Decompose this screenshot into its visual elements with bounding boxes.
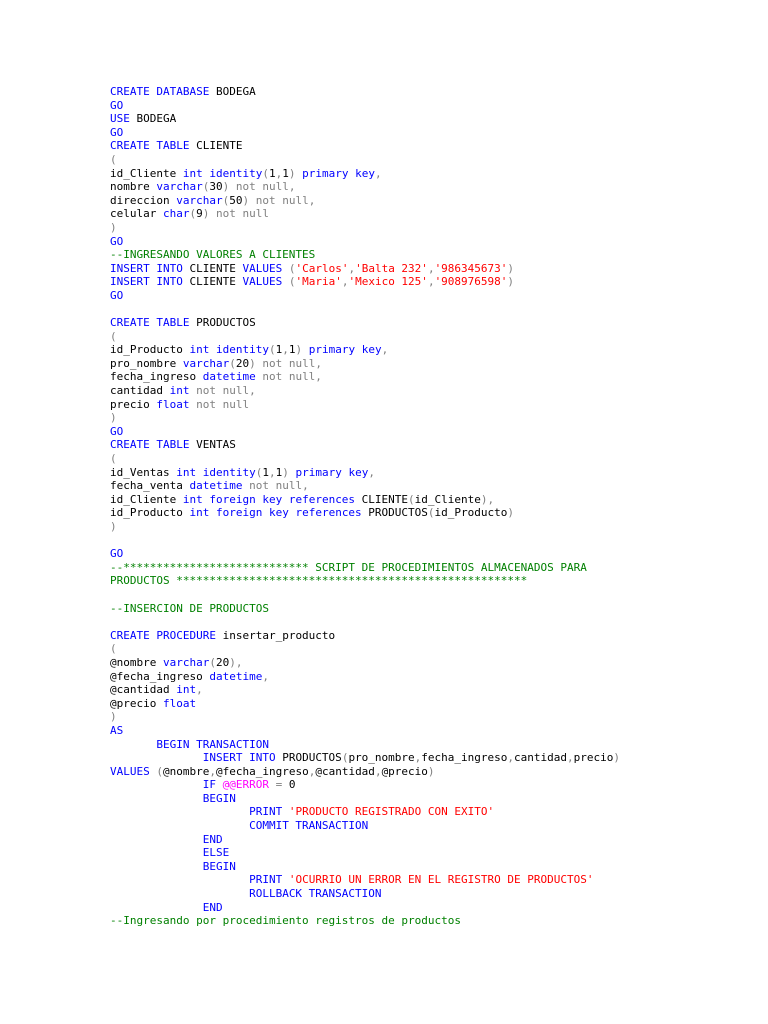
sql-keyword: CREATE TABLE xyxy=(110,139,190,153)
code-punctuation: ) xyxy=(202,207,210,221)
code-punctuation: ) xyxy=(507,275,515,289)
code-text xyxy=(110,833,203,846)
sql-comment: --**************************** SCRIPT DE PROCEDIMIENTOS ALMACENADOS PARA xyxy=(110,560,587,574)
sql-keyword: float xyxy=(162,696,197,710)
sql-keyword: BEGIN xyxy=(202,859,236,873)
sql-keyword: char xyxy=(162,207,190,221)
code-punctuation: not null, xyxy=(249,479,309,493)
sql-keyword: identity xyxy=(202,465,256,479)
code-line xyxy=(110,452,750,466)
sql-keyword: identity xyxy=(215,343,269,357)
code-text xyxy=(229,180,236,193)
code-text: cantidad xyxy=(514,751,567,765)
sql-keyword: CREATE PROCEDURE xyxy=(110,628,216,642)
code-punctuation: ( xyxy=(288,261,296,275)
code-line xyxy=(110,656,750,670)
code-punctuation: , xyxy=(341,275,349,289)
code-line xyxy=(110,778,750,792)
code-line xyxy=(110,126,750,140)
code-line xyxy=(110,221,750,235)
code-text: celular xyxy=(110,207,163,221)
code-punctuation: , xyxy=(268,465,276,479)
code-text: direccion xyxy=(110,193,177,207)
code-punctuation: ) xyxy=(613,751,620,765)
code-punctuation: , xyxy=(427,261,435,275)
sql-keyword: VALUES xyxy=(242,275,283,289)
string-literal: 'PRODUCTO REGISTRADO CON EXITO' xyxy=(288,805,495,819)
sql-keyword: BEGIN TRANSACTION xyxy=(156,737,269,751)
code-line xyxy=(110,602,750,616)
code-line xyxy=(110,547,750,561)
code-line xyxy=(110,235,750,249)
code-text: PRODUCTOS xyxy=(361,506,428,520)
code-line xyxy=(110,262,750,276)
sql-keyword: GO xyxy=(110,424,124,438)
code-text xyxy=(216,778,223,791)
code-line xyxy=(110,466,750,480)
code-punctuation: not null, xyxy=(235,180,296,194)
code-text: 9 xyxy=(196,207,203,221)
code-text: @fecha_ingreso xyxy=(110,669,210,683)
code-punctuation: not null xyxy=(215,207,269,221)
code-line xyxy=(110,792,750,806)
code-text: @nombre xyxy=(163,764,210,778)
code-line xyxy=(110,479,750,493)
sql-keyword: VALUES xyxy=(110,764,150,778)
code-text: 1 xyxy=(275,465,283,479)
code-punctuation: ( xyxy=(156,764,163,778)
sql-keyword: BEGIN xyxy=(202,791,236,805)
sql-keyword: varchar xyxy=(176,193,223,207)
code-line xyxy=(110,275,750,289)
code-text: 1 xyxy=(275,343,283,357)
string-literal: '908976598' xyxy=(434,275,508,289)
code-punctuation: , xyxy=(374,166,382,180)
code-line xyxy=(110,343,750,357)
code-punctuation: ) xyxy=(427,764,435,778)
code-text: 20 xyxy=(235,356,250,370)
code-line xyxy=(110,670,750,684)
code-punctuation: ) xyxy=(242,193,250,207)
code-line xyxy=(110,738,750,752)
code-text xyxy=(110,738,156,751)
sql-keyword: VALUES xyxy=(242,261,283,275)
code-text: CLIENTE xyxy=(182,261,243,275)
sql-keyword: identity xyxy=(209,166,263,180)
code-punctuation: not null, xyxy=(262,370,322,384)
sql-keyword: int xyxy=(189,506,210,520)
code-text: id_Producto xyxy=(110,343,190,357)
sql-keyword: datetime xyxy=(202,370,256,384)
code-text xyxy=(110,901,203,914)
code-text xyxy=(282,805,289,818)
code-line xyxy=(110,85,750,99)
code-text xyxy=(209,343,216,356)
code-text: PRODUCTOS xyxy=(275,751,342,765)
code-text: BODEGA xyxy=(129,112,177,126)
code-punctuation: ( xyxy=(408,492,415,506)
code-line xyxy=(110,153,750,167)
sql-keyword: INSERT INTO xyxy=(110,261,183,275)
code-text: 50 xyxy=(229,193,243,207)
code-line xyxy=(110,683,750,697)
code-text: nombre xyxy=(110,180,157,194)
code-line xyxy=(110,833,750,847)
code-text xyxy=(110,846,203,859)
code-text: BODEGA xyxy=(209,85,256,98)
code-text xyxy=(110,887,249,900)
code-punctuation: , xyxy=(507,751,515,765)
code-punctuation: ) xyxy=(110,220,117,234)
code-line xyxy=(110,398,750,412)
code-punctuation: ), xyxy=(480,492,495,506)
code-text: @cantidad xyxy=(315,764,375,778)
code-line xyxy=(110,167,750,181)
code-punctuation: ( xyxy=(110,152,117,166)
code-punctuation: ( xyxy=(268,343,276,357)
code-punctuation: , xyxy=(427,275,435,289)
code-line xyxy=(110,194,750,208)
code-line xyxy=(110,289,750,303)
code-text xyxy=(196,466,203,479)
code-punctuation: ) xyxy=(110,411,117,425)
code-punctuation: ( xyxy=(110,452,117,466)
sql-keyword: CREATE TABLE xyxy=(110,438,190,452)
code-text xyxy=(249,194,256,207)
sql-keyword: int xyxy=(169,384,190,398)
code-punctuation: ) xyxy=(295,343,303,357)
code-line xyxy=(110,357,750,371)
sql-keyword: GO xyxy=(110,98,124,112)
code-punctuation: , xyxy=(348,261,356,275)
code-text: 1 xyxy=(288,343,296,357)
code-text: 1 xyxy=(282,166,289,180)
code-punctuation: not null xyxy=(196,397,250,411)
code-punctuation: ) xyxy=(507,506,515,520)
code-punctuation: , xyxy=(308,764,316,778)
code-line xyxy=(110,112,750,126)
code-punctuation: ( xyxy=(202,180,210,194)
code-text: id_Ventas xyxy=(110,465,177,479)
code-text: id_Cliente xyxy=(414,492,481,506)
code-text: fecha_ingreso xyxy=(421,751,508,765)
sql-keyword: foreign key references xyxy=(209,492,356,506)
code-punctuation: ) xyxy=(222,180,230,194)
code-text: 1 xyxy=(268,166,276,180)
sql-keyword: datetime xyxy=(189,479,243,493)
sql-keyword: primary key xyxy=(295,465,369,479)
code-punctuation: , xyxy=(282,343,289,357)
code-text: @nombre xyxy=(110,655,163,669)
code-line xyxy=(110,860,750,874)
string-literal: 'OCURRIO UN ERROR EN EL REGISTRO DE PRODUCTOS' xyxy=(288,873,594,887)
code-text: CLIENTE xyxy=(355,492,409,506)
sql-keyword: USE xyxy=(110,112,130,126)
code-punctuation: not null, xyxy=(262,356,322,370)
code-line xyxy=(110,180,750,194)
code-text: 20 xyxy=(215,655,230,669)
code-line xyxy=(110,248,750,262)
code-text: fecha_venta xyxy=(110,479,190,493)
code-punctuation: ) xyxy=(110,710,117,724)
code-text: @cantidad xyxy=(110,683,177,697)
code-text xyxy=(209,506,216,519)
sql-keyword: ROLLBACK TRANSACTION xyxy=(249,887,382,901)
code-text: cantidad xyxy=(110,384,170,398)
code-line xyxy=(110,724,750,738)
code-punctuation: ( xyxy=(110,329,117,343)
code-text xyxy=(110,778,203,791)
code-punctuation: ) xyxy=(288,166,296,180)
sql-keyword: END xyxy=(202,900,223,914)
code-punctuation: ), xyxy=(229,655,243,669)
sql-keyword: ELSE xyxy=(202,846,230,860)
sql-keyword: primary key xyxy=(308,343,382,357)
code-punctuation: ( xyxy=(341,751,349,765)
sql-keyword: int xyxy=(189,343,210,357)
sql-comment: --INSERCION DE PRODUCTOS xyxy=(110,601,269,615)
code-line xyxy=(110,642,750,656)
code-punctuation: ( xyxy=(427,506,435,520)
code-line xyxy=(110,710,750,724)
code-text xyxy=(110,819,249,832)
code-punctuation: not null, xyxy=(255,193,316,207)
code-line xyxy=(110,751,750,765)
code-line xyxy=(110,534,750,548)
sql-keyword: datetime xyxy=(209,669,263,683)
code-line xyxy=(110,207,750,221)
code-line xyxy=(110,303,750,317)
code-text: insertar_producto xyxy=(215,628,336,642)
code-text xyxy=(209,207,216,220)
sql-keyword: int xyxy=(176,465,197,479)
code-line xyxy=(110,370,750,384)
code-text xyxy=(269,778,276,791)
code-text: 30 xyxy=(209,180,223,194)
code-line xyxy=(110,901,750,915)
code-punctuation: , xyxy=(381,343,389,357)
code-punctuation: , xyxy=(275,166,283,180)
code-line xyxy=(110,765,750,779)
code-text: pro_nombre xyxy=(348,751,415,765)
code-punctuation: , xyxy=(262,669,269,683)
code-text xyxy=(282,873,289,886)
code-text xyxy=(302,343,309,356)
code-line xyxy=(110,316,750,330)
code-line xyxy=(110,384,750,398)
code-text: 0 xyxy=(282,778,296,792)
sql-keyword: foreign key references xyxy=(215,506,362,520)
code-line xyxy=(110,887,750,901)
code-punctuation: not null, xyxy=(196,384,256,398)
code-punctuation: ( xyxy=(222,193,230,207)
sql-keyword: int xyxy=(176,683,197,697)
code-text xyxy=(110,792,203,805)
code-text: 1 xyxy=(262,465,269,479)
sql-keyword: varchar xyxy=(162,655,210,669)
code-text: id_Cliente xyxy=(110,166,183,180)
code-line xyxy=(110,846,750,860)
system-variable: @@ERROR xyxy=(222,778,269,792)
sql-comment: PRODUCTOS ***************************************************** xyxy=(110,574,528,588)
sql-keyword: int xyxy=(182,492,203,506)
code-punctuation: ( xyxy=(229,356,236,370)
string-literal: 'Mexico 125' xyxy=(348,275,428,289)
code-line xyxy=(110,139,750,153)
code-punctuation: ( xyxy=(255,465,263,479)
code-punctuation: , xyxy=(209,764,216,778)
code-line xyxy=(110,615,750,629)
code-punctuation: ( xyxy=(189,207,197,221)
code-text: @precio xyxy=(381,764,428,778)
code-line xyxy=(110,330,750,344)
code-punctuation: ) xyxy=(110,520,117,533)
code-punctuation: = xyxy=(275,778,283,792)
code-punctuation: , xyxy=(567,751,574,765)
code-line xyxy=(110,493,750,507)
code-line xyxy=(110,805,750,819)
sql-keyword: GO xyxy=(110,234,124,248)
code-line xyxy=(110,629,750,643)
code-text xyxy=(110,873,249,886)
code-text: CLIENTE xyxy=(182,275,243,289)
string-literal: 'Maria' xyxy=(295,275,342,289)
code-punctuation: ( xyxy=(209,655,216,669)
code-text: PRODUCTOS xyxy=(189,316,256,330)
code-text xyxy=(110,860,203,873)
sql-keyword: END xyxy=(202,832,223,846)
code-text: precio xyxy=(573,751,614,765)
code-line xyxy=(110,506,750,520)
code-text: id_Cliente xyxy=(110,492,183,506)
sql-keyword: CREATE TABLE xyxy=(110,316,190,330)
sql-comment: --Ingresando por procedimiento registros de productos xyxy=(110,914,461,928)
string-literal: 'Carlos' xyxy=(295,261,349,275)
sql-keyword: CREATE DATABASE xyxy=(110,85,210,98)
sql-keyword: varchar xyxy=(156,180,203,194)
code-text: precio xyxy=(110,397,157,411)
string-literal: 'Balta 232' xyxy=(355,261,428,275)
code-line xyxy=(110,99,750,113)
sql-keyword: primary key xyxy=(302,166,375,180)
code-text xyxy=(282,275,289,288)
sql-keyword: varchar xyxy=(182,356,230,370)
code-text xyxy=(282,262,289,275)
code-punctuation: , xyxy=(368,465,375,479)
code-text: id_Producto xyxy=(110,506,190,520)
sql-keyword: GO xyxy=(110,547,124,561)
code-text: fecha_ingreso xyxy=(110,370,203,384)
code-punctuation: , xyxy=(374,764,382,778)
code-text xyxy=(110,805,249,818)
code-line xyxy=(110,574,750,588)
sql-keyword: float xyxy=(156,397,190,411)
code-line xyxy=(110,697,750,711)
sql-keyword: GO xyxy=(110,125,124,139)
code-line xyxy=(110,425,750,439)
sql-keyword: COMMIT TRANSACTION xyxy=(249,819,369,833)
code-line xyxy=(110,914,750,928)
sql-keyword: IF xyxy=(202,778,216,792)
code-punctuation: ) xyxy=(507,261,515,275)
sql-script-document xyxy=(110,85,750,928)
code-line xyxy=(110,561,750,575)
code-punctuation: ) xyxy=(249,356,256,370)
code-text: CLIENTE xyxy=(189,139,243,153)
code-line xyxy=(110,438,750,452)
code-text: pro_nombre xyxy=(110,356,183,370)
code-text xyxy=(110,751,203,764)
sql-comment: --INGRESANDO VALORES A CLIENTES xyxy=(110,248,316,262)
code-punctuation: ( xyxy=(288,275,296,289)
code-text: id_Producto xyxy=(434,506,508,520)
sql-keyword: PRINT xyxy=(249,805,283,819)
code-line xyxy=(110,411,750,425)
code-text: @fecha_ingreso xyxy=(215,764,309,778)
sql-keyword: INSERT INTO xyxy=(202,751,276,765)
code-text: @precio xyxy=(110,696,163,710)
sql-keyword: GO xyxy=(110,288,124,302)
code-text: VENTAS xyxy=(189,438,236,452)
sql-keyword: AS xyxy=(110,723,124,737)
code-line xyxy=(110,520,750,534)
string-literal: '986345673' xyxy=(434,261,508,275)
code-punctuation: ) xyxy=(282,465,289,479)
code-punctuation: ( xyxy=(262,166,269,180)
code-punctuation: , xyxy=(414,751,422,765)
code-line xyxy=(110,588,750,602)
code-line xyxy=(110,819,750,833)
code-punctuation: ( xyxy=(110,642,117,656)
code-punctuation: , xyxy=(196,683,203,697)
sql-keyword: PRINT xyxy=(249,873,283,887)
sql-keyword: int xyxy=(182,166,203,180)
code-line xyxy=(110,873,750,887)
sql-keyword: INSERT INTO xyxy=(110,275,183,289)
